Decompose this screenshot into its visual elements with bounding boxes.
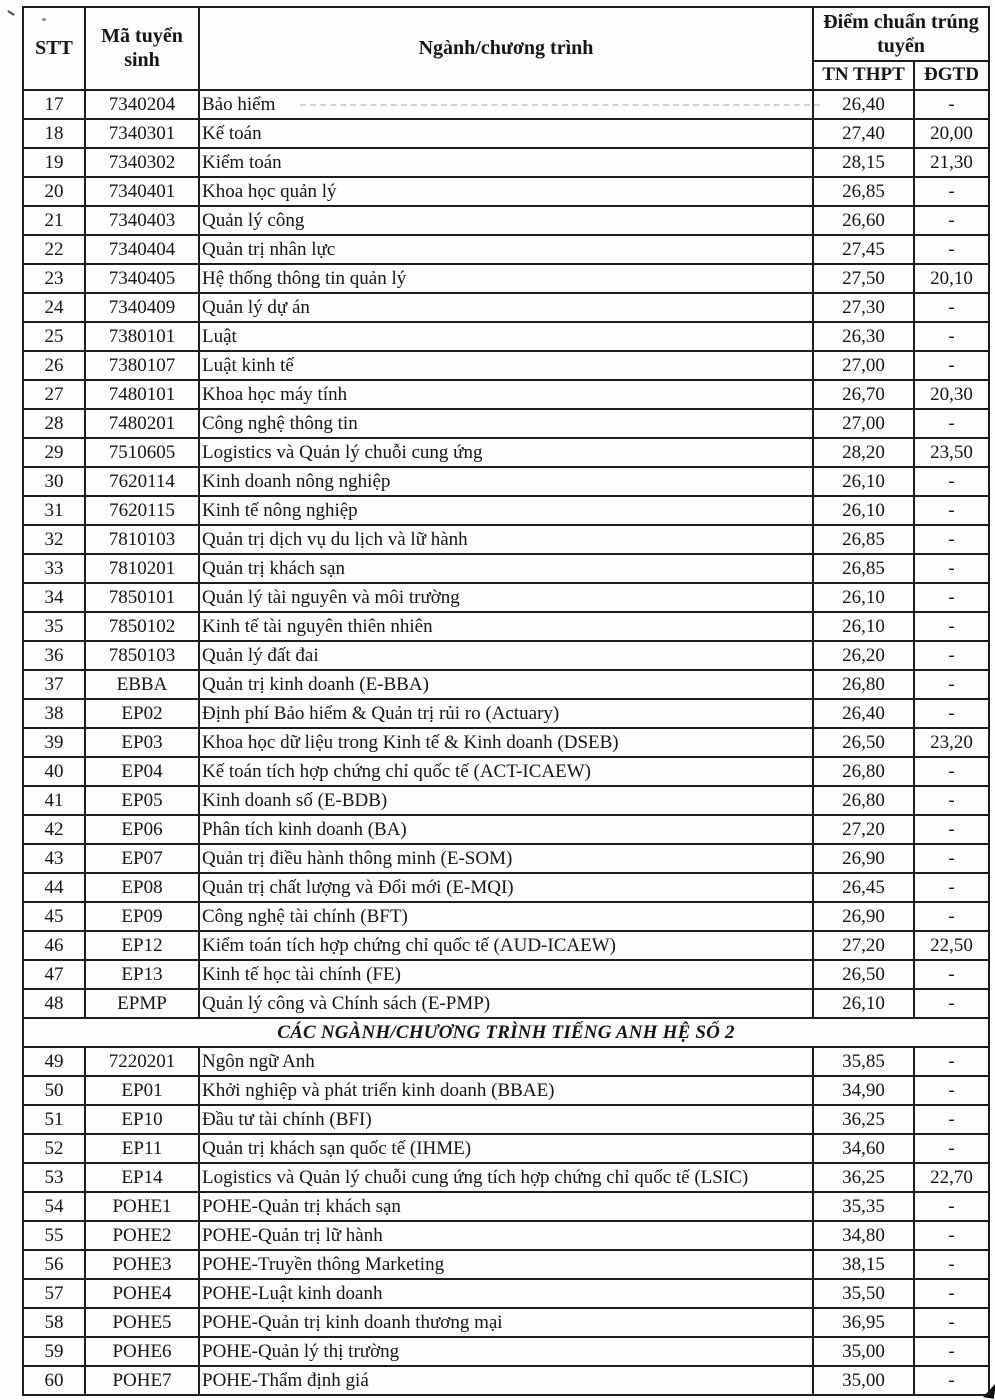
- cell-program: Kinh tế nông nghiệp: [199, 496, 813, 525]
- table-row: [23, 1308, 989, 1337]
- cell-dgtd: -: [914, 235, 989, 264]
- cell-dgtd: -: [914, 815, 989, 844]
- cell-program: Khoa học máy tính: [199, 380, 813, 409]
- cell-dgtd: -: [914, 873, 989, 902]
- table-row: [23, 612, 989, 641]
- col-header-score-group: Điểm chuẩn trúng tuyển: [813, 7, 989, 61]
- cell-tn-thpt: 26,80: [813, 786, 914, 815]
- table-row: [23, 786, 989, 815]
- cell-program: Khoa học quản lý: [199, 177, 813, 206]
- cell-program: POHE-Quản trị kinh doanh thương mại: [199, 1308, 813, 1337]
- cell-dgtd: 20,00: [914, 119, 989, 148]
- cell-stt: 40: [23, 757, 85, 786]
- cell-tn-thpt: 26,10: [813, 583, 914, 612]
- cell-stt: 23: [23, 264, 85, 293]
- cell-tn-thpt: 38,15: [813, 1250, 914, 1279]
- cell-code: 7340405: [85, 264, 199, 293]
- cell-tn-thpt: 26,70: [813, 380, 914, 409]
- table-body: [23, 90, 989, 1395]
- cell-dgtd: -: [914, 293, 989, 322]
- cell-program: Kinh doanh nông nghiệp: [199, 467, 813, 496]
- cell-stt: 19: [23, 148, 85, 177]
- cell-program: Hệ thống thông tin quản lý: [199, 264, 813, 293]
- cell-program: POHE-Quản trị khách sạn: [199, 1192, 813, 1221]
- col-header-stt: STT: [23, 7, 85, 90]
- cell-tn-thpt: 35,00: [813, 1366, 914, 1395]
- cell-program: Quản lý tài nguyên và môi trường: [199, 583, 813, 612]
- cell-tn-thpt: 26,50: [813, 960, 914, 989]
- scan-artifact-corner-mark: [7, 10, 15, 16]
- cell-code: POHE1: [85, 1192, 199, 1221]
- cell-stt: 32: [23, 525, 85, 554]
- cell-dgtd: 21,30: [914, 148, 989, 177]
- cell-tn-thpt: 26,85: [813, 177, 914, 206]
- cell-stt: 22: [23, 235, 85, 264]
- cell-tn-thpt: 27,20: [813, 815, 914, 844]
- cell-dgtd: 20,10: [914, 264, 989, 293]
- cell-stt: 55: [23, 1221, 85, 1250]
- cell-dgtd: -: [914, 496, 989, 525]
- table-row: [23, 670, 989, 699]
- cell-code: 7620115: [85, 496, 199, 525]
- cell-program: Bảo hiểm: [199, 90, 813, 119]
- cell-program: Công nghệ thông tin: [199, 409, 813, 438]
- cell-tn-thpt: 35,50: [813, 1279, 914, 1308]
- cell-code: POHE2: [85, 1221, 199, 1250]
- cell-code: EP03: [85, 728, 199, 757]
- cell-stt: 42: [23, 815, 85, 844]
- cell-program: Ngôn ngữ Anh: [199, 1047, 813, 1076]
- cell-stt: 45: [23, 902, 85, 931]
- cell-tn-thpt: 28,20: [813, 438, 914, 467]
- cell-program: Kiểm toán: [199, 148, 813, 177]
- cell-tn-thpt: 27,00: [813, 409, 914, 438]
- cell-code: 7480101: [85, 380, 199, 409]
- table-row: [23, 641, 989, 670]
- cell-code: 7850102: [85, 612, 199, 641]
- cell-stt: 27: [23, 380, 85, 409]
- table-header: [23, 7, 989, 90]
- cell-program: Khoa học dữ liệu trong Kinh tế & Kinh doanh (DSEB): [199, 728, 813, 757]
- table-row: [23, 467, 989, 496]
- cell-stt: 46: [23, 931, 85, 960]
- cell-dgtd: -: [914, 670, 989, 699]
- cell-dgtd: -: [914, 786, 989, 815]
- table-row: [23, 960, 989, 989]
- col-header-program: Ngành/chương trình: [199, 7, 813, 90]
- cell-code: 7380107: [85, 351, 199, 380]
- cell-code: 7480201: [85, 409, 199, 438]
- admission-score-table: [22, 6, 990, 1396]
- cell-code: 7850103: [85, 641, 199, 670]
- cell-tn-thpt: 27,30: [813, 293, 914, 322]
- cell-tn-thpt: 26,10: [813, 612, 914, 641]
- cell-tn-thpt: 26,30: [813, 322, 914, 351]
- cell-code: POHE3: [85, 1250, 199, 1279]
- cell-program: Quản trị khách sạn: [199, 554, 813, 583]
- cell-stt: 54: [23, 1192, 85, 1221]
- table-row: [23, 1337, 989, 1366]
- table-row: [23, 902, 989, 931]
- cell-program: Đầu tư tài chính (BFI): [199, 1105, 813, 1134]
- cell-program: Kế toán: [199, 119, 813, 148]
- cell-stt: 60: [23, 1366, 85, 1395]
- table-row: [23, 1047, 989, 1076]
- table-row: [23, 438, 989, 467]
- cell-program: POHE-Quản trị lữ hành: [199, 1221, 813, 1250]
- cell-dgtd: -: [914, 960, 989, 989]
- cell-stt: 49: [23, 1047, 85, 1076]
- cell-program: Quản trị dịch vụ du lịch và lữ hành: [199, 525, 813, 554]
- cell-tn-thpt: 26,80: [813, 670, 914, 699]
- table-row: [23, 554, 989, 583]
- col-header-code: Mã tuyển sinh: [85, 7, 199, 90]
- cell-code: POHE5: [85, 1308, 199, 1337]
- table-row: [23, 1134, 989, 1163]
- cell-dgtd: 22,70: [914, 1163, 989, 1192]
- table-row: [23, 380, 989, 409]
- section-title: CÁC NGÀNH/CHƯƠNG TRÌNH TIẾNG ANH HỆ SỐ 2: [23, 1018, 989, 1047]
- cell-tn-thpt: 34,90: [813, 1076, 914, 1105]
- cell-stt: 31: [23, 496, 85, 525]
- cell-program: Kinh tế học tài chính (FE): [199, 960, 813, 989]
- cell-stt: 53: [23, 1163, 85, 1192]
- cell-dgtd: -: [914, 351, 989, 380]
- cell-stt: 33: [23, 554, 85, 583]
- cell-code: EP13: [85, 960, 199, 989]
- cell-dgtd: -: [914, 1105, 989, 1134]
- cell-code: POHE7: [85, 1366, 199, 1395]
- cell-program: Quản trị nhân lực: [199, 235, 813, 264]
- table-row: [23, 235, 989, 264]
- cell-program: POHE-Truyền thông Marketing: [199, 1250, 813, 1279]
- cell-program: POHE-Thẩm định giá: [199, 1366, 813, 1395]
- table-row: [23, 1250, 989, 1279]
- table-row: [23, 1279, 989, 1308]
- table-row: [23, 1163, 989, 1192]
- cell-dgtd: 22,50: [914, 931, 989, 960]
- cell-code: EBBA: [85, 670, 199, 699]
- table-row: [23, 873, 989, 902]
- table-row: [23, 1076, 989, 1105]
- header-row-top: [23, 7, 989, 61]
- cell-dgtd: -: [914, 1279, 989, 1308]
- cell-dgtd: -: [914, 844, 989, 873]
- cell-code: 7810201: [85, 554, 199, 583]
- cell-tn-thpt: 36,95: [813, 1308, 914, 1337]
- section-row: [23, 1018, 989, 1047]
- cell-code: EP06: [85, 815, 199, 844]
- table-row: [23, 1221, 989, 1250]
- cell-program: Quản lý công và Chính sách (E-PMP): [199, 989, 813, 1018]
- cell-code: EP01: [85, 1076, 199, 1105]
- table-row: [23, 1105, 989, 1134]
- cell-tn-thpt: 35,35: [813, 1192, 914, 1221]
- table-row: [23, 90, 989, 119]
- cell-code: 7850101: [85, 583, 199, 612]
- cell-tn-thpt: 27,45: [813, 235, 914, 264]
- cell-tn-thpt: 26,45: [813, 873, 914, 902]
- cell-dgtd: -: [914, 641, 989, 670]
- cell-dgtd: -: [914, 525, 989, 554]
- cell-code: 7340204: [85, 90, 199, 119]
- table-row: [23, 206, 989, 235]
- cell-code: EP05: [85, 786, 199, 815]
- cell-program: Logistics và Quản lý chuỗi cung ứng tích hợp chứng chỉ quốc tế (LSIC): [199, 1163, 813, 1192]
- col-header-tn-thpt: TN THPT: [813, 61, 914, 90]
- table-row: [23, 119, 989, 148]
- cell-tn-thpt: 36,25: [813, 1163, 914, 1192]
- cell-stt: 30: [23, 467, 85, 496]
- cell-tn-thpt: 36,25: [813, 1105, 914, 1134]
- cell-tn-thpt: 27,00: [813, 351, 914, 380]
- cell-dgtd: -: [914, 409, 989, 438]
- cell-dgtd: -: [914, 1337, 989, 1366]
- cell-dgtd: -: [914, 1192, 989, 1221]
- table-row: [23, 583, 989, 612]
- cell-program: Logistics và Quản lý chuỗi cung ứng: [199, 438, 813, 467]
- cell-stt: 48: [23, 989, 85, 1018]
- cell-stt: 18: [23, 119, 85, 148]
- table-row: [23, 1366, 989, 1395]
- cell-program: Quản trị khách sạn quốc tế (IHME): [199, 1134, 813, 1163]
- cell-program: Quản lý công: [199, 206, 813, 235]
- cell-stt: 52: [23, 1134, 85, 1163]
- cell-stt: 21: [23, 206, 85, 235]
- cell-dgtd: -: [914, 583, 989, 612]
- cell-dgtd: -: [914, 206, 989, 235]
- cell-tn-thpt: 26,80: [813, 757, 914, 786]
- cell-program: Khởi nghiệp và phát triển kinh doanh (BBAE): [199, 1076, 813, 1105]
- cell-tn-thpt: 27,40: [813, 119, 914, 148]
- cell-stt: 39: [23, 728, 85, 757]
- cell-tn-thpt: 35,85: [813, 1047, 914, 1076]
- cell-program: Luật: [199, 322, 813, 351]
- cell-tn-thpt: 26,10: [813, 467, 914, 496]
- cell-stt: 24: [23, 293, 85, 322]
- cell-dgtd: -: [914, 177, 989, 206]
- cell-program: Phân tích kinh doanh (BA): [199, 815, 813, 844]
- table-row: [23, 989, 989, 1018]
- cell-dgtd: -: [914, 1250, 989, 1279]
- cell-dgtd: -: [914, 1134, 989, 1163]
- cell-stt: 43: [23, 844, 85, 873]
- cell-tn-thpt: 26,90: [813, 902, 914, 931]
- cell-stt: 28: [23, 409, 85, 438]
- cell-tn-thpt: 34,60: [813, 1134, 914, 1163]
- table-row: [23, 699, 989, 728]
- cell-program: Quản trị điều hành thông minh (E-SOM): [199, 844, 813, 873]
- cell-code: EP11: [85, 1134, 199, 1163]
- cell-tn-thpt: 26,10: [813, 496, 914, 525]
- cell-stt: 35: [23, 612, 85, 641]
- cell-dgtd: -: [914, 1047, 989, 1076]
- cell-dgtd: -: [914, 90, 989, 119]
- cell-stt: 59: [23, 1337, 85, 1366]
- cell-code: 7810103: [85, 525, 199, 554]
- cell-stt: 58: [23, 1308, 85, 1337]
- table-row: [23, 1192, 989, 1221]
- cell-code: 7340301: [85, 119, 199, 148]
- cell-stt: 57: [23, 1279, 85, 1308]
- cell-code: 7510605: [85, 438, 199, 467]
- cell-dgtd: -: [914, 1221, 989, 1250]
- cell-code: 7620114: [85, 467, 199, 496]
- cell-code: EPMP: [85, 989, 199, 1018]
- cell-program: Kế toán tích hợp chứng chỉ quốc tế (ACT-ICAEW): [199, 757, 813, 786]
- cell-tn-thpt: 26,20: [813, 641, 914, 670]
- cell-code: EP02: [85, 699, 199, 728]
- cell-dgtd: -: [914, 1076, 989, 1105]
- cell-program: Quản trị kinh doanh (E-BBA): [199, 670, 813, 699]
- cell-tn-thpt: 34,80: [813, 1221, 914, 1250]
- cell-stt: 38: [23, 699, 85, 728]
- cell-stt: 37: [23, 670, 85, 699]
- cell-stt: 36: [23, 641, 85, 670]
- cell-dgtd: -: [914, 699, 989, 728]
- cell-program: POHE-Luật kinh doanh: [199, 1279, 813, 1308]
- cell-stt: 56: [23, 1250, 85, 1279]
- cell-dgtd: -: [914, 467, 989, 496]
- cell-stt: 25: [23, 322, 85, 351]
- cell-dgtd: -: [914, 902, 989, 931]
- table-row: [23, 496, 989, 525]
- cell-stt: 50: [23, 1076, 85, 1105]
- cell-dgtd: -: [914, 322, 989, 351]
- table-row: [23, 264, 989, 293]
- cell-program: Quản lý đất đai: [199, 641, 813, 670]
- cell-code: 7380101: [85, 322, 199, 351]
- cell-tn-thpt: 26,10: [813, 989, 914, 1018]
- cell-program: Kiểm toán tích hợp chứng chỉ quốc tế (AUD-ICAEW): [199, 931, 813, 960]
- cell-code: 7220201: [85, 1047, 199, 1076]
- cell-dgtd: 20,30: [914, 380, 989, 409]
- cell-dgtd: 23,50: [914, 438, 989, 467]
- cell-dgtd: -: [914, 757, 989, 786]
- cell-code: EP10: [85, 1105, 199, 1134]
- cell-dgtd: -: [914, 554, 989, 583]
- cell-stt: 51: [23, 1105, 85, 1134]
- cell-program: Quản lý dự án: [199, 293, 813, 322]
- cell-dgtd: -: [914, 612, 989, 641]
- cell-program: Định phí Bảo hiểm & Quản trị rủi ro (Actuary): [199, 699, 813, 728]
- table-row: [23, 293, 989, 322]
- cell-code: 7340401: [85, 177, 199, 206]
- cell-tn-thpt: 26,40: [813, 699, 914, 728]
- table-row: [23, 525, 989, 554]
- table-row: [23, 815, 989, 844]
- cell-program: POHE-Quản lý thị trường: [199, 1337, 813, 1366]
- cell-stt: 26: [23, 351, 85, 380]
- cell-tn-thpt: 26,60: [813, 206, 914, 235]
- col-header-dgtd: ĐGTD: [914, 61, 989, 90]
- cell-code: POHE4: [85, 1279, 199, 1308]
- cell-code: EP04: [85, 757, 199, 786]
- table-row: [23, 351, 989, 380]
- table-row: [23, 931, 989, 960]
- cell-program: Công nghệ tài chính (BFT): [199, 902, 813, 931]
- table-row: [23, 844, 989, 873]
- cell-tn-thpt: 26,90: [813, 844, 914, 873]
- cell-program: Kinh doanh số (E-BDB): [199, 786, 813, 815]
- cell-stt: 20: [23, 177, 85, 206]
- cell-code: EP09: [85, 902, 199, 931]
- table-row: [23, 322, 989, 351]
- cell-code: EP07: [85, 844, 199, 873]
- cell-tn-thpt: 35,00: [813, 1337, 914, 1366]
- table-row: [23, 148, 989, 177]
- cell-tn-thpt: 26,85: [813, 554, 914, 583]
- cell-dgtd: 23,20: [914, 728, 989, 757]
- cell-dgtd: -: [914, 989, 989, 1018]
- cell-tn-thpt: 28,15: [813, 148, 914, 177]
- cell-code: 7340409: [85, 293, 199, 322]
- cell-code: EP12: [85, 931, 199, 960]
- cell-stt: 44: [23, 873, 85, 902]
- cell-tn-thpt: 26,50: [813, 728, 914, 757]
- cell-stt: 29: [23, 438, 85, 467]
- cell-program: Luật kinh tế: [199, 351, 813, 380]
- cell-stt: 34: [23, 583, 85, 612]
- cell-code: POHE6: [85, 1337, 199, 1366]
- cell-code: 7340404: [85, 235, 199, 264]
- cell-code: EP14: [85, 1163, 199, 1192]
- cell-dgtd: -: [914, 1366, 989, 1395]
- cell-stt: 47: [23, 960, 85, 989]
- cell-code: 7340302: [85, 148, 199, 177]
- cell-code: 7340403: [85, 206, 199, 235]
- cell-tn-thpt: 26,40: [813, 90, 914, 119]
- cell-stt: 17: [23, 90, 85, 119]
- cell-tn-thpt: 27,20: [813, 931, 914, 960]
- table-row: [23, 728, 989, 757]
- table-row: [23, 757, 989, 786]
- cell-program: Quản trị chất lượng và Đổi mới (E-MQI): [199, 873, 813, 902]
- cell-code: EP08: [85, 873, 199, 902]
- cell-program: Kinh tế tài nguyên thiên nhiên: [199, 612, 813, 641]
- cell-dgtd: -: [914, 1308, 989, 1337]
- table-row: [23, 409, 989, 438]
- table-row: [23, 177, 989, 206]
- cell-tn-thpt: 26,85: [813, 525, 914, 554]
- cell-stt: 41: [23, 786, 85, 815]
- cell-tn-thpt: 27,50: [813, 264, 914, 293]
